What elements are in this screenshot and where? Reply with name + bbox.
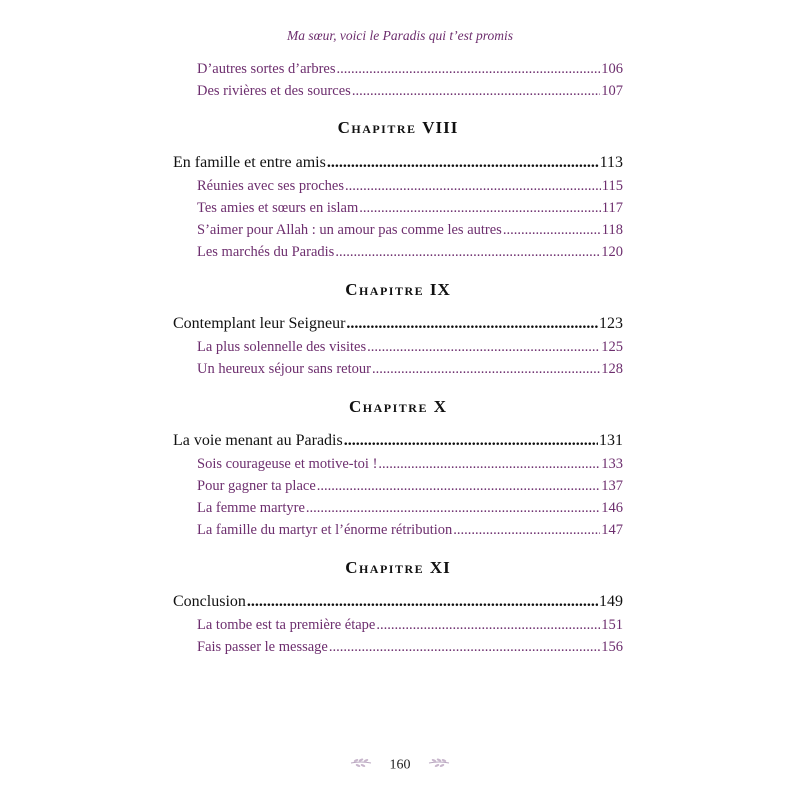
toc-subentry <box>173 519 623 541</box>
toc-subentry-page: 107 <box>601 83 623 99</box>
toc-subentry <box>173 241 623 263</box>
page-footer <box>0 757 800 774</box>
chapter-numeral: X <box>433 397 447 416</box>
leader-dots <box>346 312 598 336</box>
toc-subentry <box>173 453 623 475</box>
toc-subentry-page: 106 <box>601 61 623 77</box>
toc-subentry-title: Réunies avec ses proches <box>197 178 344 194</box>
table-of-contents <box>173 58 623 658</box>
toc-subentry-title: La tombe est ta première étape <box>197 617 376 633</box>
toc-subentry <box>173 219 623 241</box>
chapter-heading <box>173 395 623 419</box>
running-head: Ma sœur, voici le Paradis qui t’est promis <box>287 28 513 43</box>
chapter-word: Chapitre <box>345 558 425 577</box>
toc-main-entry <box>173 590 623 614</box>
leader-dots <box>345 175 601 197</box>
chapter-heading <box>173 278 623 302</box>
toc-main-title: La voie menant au Paradis <box>173 432 343 449</box>
leader-dots <box>337 58 601 80</box>
toc-subentry-title: Les marchés du Paradis <box>197 244 335 260</box>
toc-subentry-page: 117 <box>601 200 623 216</box>
toc-subentry-page: 125 <box>601 339 623 355</box>
chapter-word: Chapitre <box>337 118 417 137</box>
toc-subentry-title: S’aimer pour Allah : un amour pas comme les autres <box>197 222 502 238</box>
toc-main-page: 123 <box>599 315 623 332</box>
toc-subentry-title: Sois courageuse et motive-toi ! <box>197 456 378 472</box>
toc-subentry-title: Tes amies et sœurs en islam <box>197 200 359 216</box>
toc-subentry <box>173 197 623 219</box>
leader-dots <box>306 497 600 519</box>
chapter-numeral: XI <box>429 558 451 577</box>
toc-subentry-page: 151 <box>601 617 623 633</box>
toc-subentry-title: Des rivières et des sources <box>197 83 351 99</box>
toc-subentry-page: 147 <box>601 522 623 538</box>
toc-subentry <box>173 80 623 102</box>
chapter-heading <box>173 556 623 580</box>
toc-subentry <box>173 497 623 519</box>
toc-subentry-page: 146 <box>601 500 623 516</box>
sprig-ornament-right-icon <box>428 757 450 774</box>
toc-subentry <box>173 475 623 497</box>
leader-dots <box>335 241 600 263</box>
toc-subentry <box>173 614 623 636</box>
leader-dots <box>376 614 600 636</box>
chapter-word: Chapitre <box>349 397 428 416</box>
leader-dots <box>327 151 599 175</box>
toc-subentry-title: Fais passer le message <box>197 639 328 655</box>
chapter-word: Chapitre <box>345 280 425 299</box>
toc-main-title: En famille et entre amis <box>173 154 326 171</box>
leader-dots <box>453 519 600 541</box>
toc-main-entry <box>173 151 623 175</box>
toc-main-page: 113 <box>599 154 623 171</box>
leader-dots <box>372 358 600 380</box>
leader-dots <box>359 197 601 219</box>
toc-subentry-title: La famille du martyr et l’énorme rétribution <box>197 522 453 538</box>
leader-dots <box>329 636 600 658</box>
toc-subentry-page: 128 <box>601 361 623 377</box>
toc-subentry-page: 118 <box>601 222 623 238</box>
toc-main-title: Contemplant leur Seigneur <box>173 315 346 332</box>
leader-dots <box>378 453 600 475</box>
toc-subentry-page: 156 <box>601 639 623 655</box>
toc-subentry <box>173 175 623 197</box>
toc-subentry-page: 120 <box>601 244 623 260</box>
toc-subentry <box>173 636 623 658</box>
toc-main-page: 149 <box>599 593 623 610</box>
toc-main-entry <box>173 312 623 336</box>
leader-dots <box>317 475 600 497</box>
leader-dots <box>344 429 598 453</box>
toc-subentry <box>173 358 623 380</box>
page-number: 160 <box>389 757 411 773</box>
chapter-numeral: VIII <box>422 118 459 137</box>
toc-subentry-title: La femme martyre <box>197 500 305 516</box>
toc-main-page: 131 <box>599 432 623 449</box>
toc-subentry-page: 115 <box>601 178 623 194</box>
chapter-heading <box>173 116 623 140</box>
toc-subentry-title: Un heureux séjour sans retour <box>197 361 371 377</box>
toc-subentry-page: 133 <box>601 456 623 472</box>
toc-subentry-page: 137 <box>601 478 623 494</box>
toc-main-entry <box>173 429 623 453</box>
leader-dots <box>367 336 600 358</box>
toc-subentry <box>173 336 623 358</box>
leader-dots <box>352 80 600 102</box>
toc-subentry-title: Pour gagner ta place <box>197 478 316 494</box>
toc-subentry-title: La plus solennelle des visites <box>197 339 367 355</box>
toc-main-title: Conclusion <box>173 593 246 610</box>
leader-dots <box>503 219 601 241</box>
leader-dots <box>247 590 598 614</box>
toc-subentry <box>173 58 623 80</box>
toc-subentry-title: D’autres sortes d’arbres <box>197 61 336 77</box>
sprig-ornament-left-icon <box>350 757 372 774</box>
chapter-numeral: IX <box>429 280 451 299</box>
